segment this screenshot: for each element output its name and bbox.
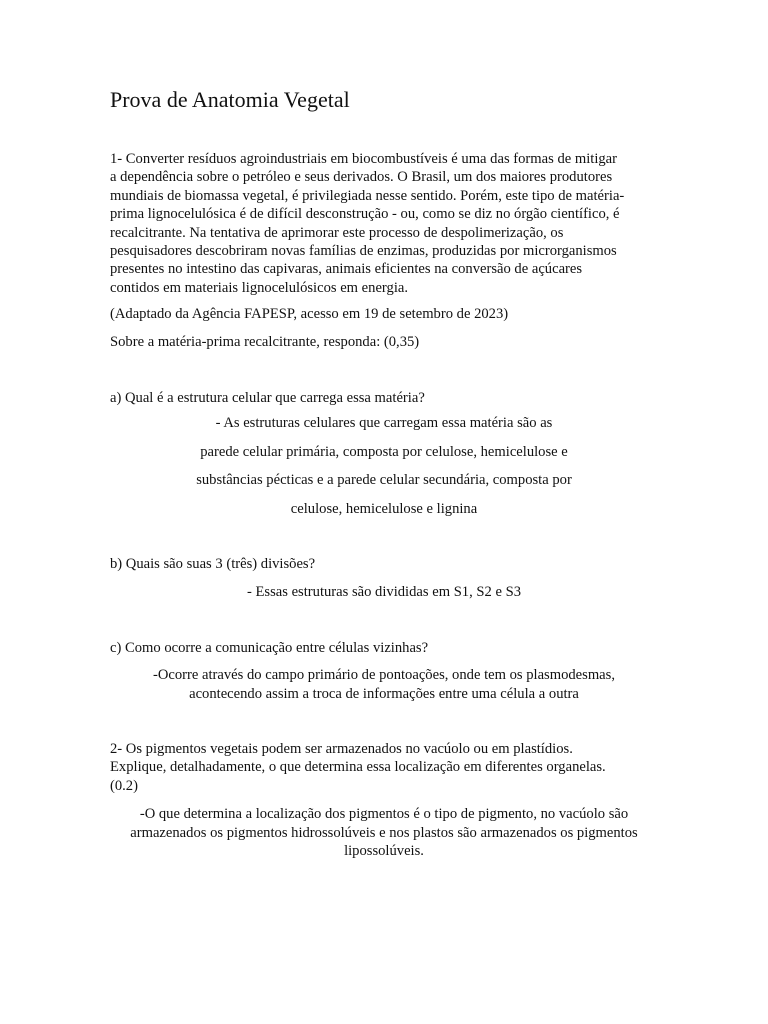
item-c-answer-line: -Ocorre através do campo primário de pontoações, onde tem os plasmodesmas, bbox=[153, 667, 615, 683]
item-c-question-text: c) Como ocorre a comunicação entre células vizinhas? bbox=[110, 640, 429, 656]
question-2-answer-line: armazenados os pigmentos hidrossolúveis e nos plastos são armazenados os pigmentos bbox=[130, 824, 638, 841]
item-a-question bbox=[110, 389, 658, 407]
question-1-prompt bbox=[110, 333, 658, 351]
item-a-answer-line: celulose, hemicelulose e lignina bbox=[290, 500, 478, 517]
item-b-answer bbox=[110, 583, 658, 601]
question-1-text bbox=[110, 150, 658, 297]
item-c-question bbox=[110, 639, 658, 657]
prompt-text: Sobre a matéria-prima recalcitrante, responda: (0,35) bbox=[110, 334, 420, 350]
item-a-question-text: a) Qual é a estrutura celular que carrega essa matéria? bbox=[110, 390, 425, 406]
question-1-line: recalcitrante. Na tentativa de aprimorar este processo de despolimerização, os bbox=[110, 224, 564, 241]
source-citation: (Adaptado da Agência FAPESP, acesso em 19 de setembro de 2023) bbox=[110, 306, 509, 322]
item-b-question-text: b) Quais são suas 3 (três) divisões? bbox=[110, 556, 316, 572]
document-title: Prova de Anatomia Vegetal bbox=[110, 87, 350, 112]
question-1-line: contidos em materiais lignocelulósicos em energia. bbox=[110, 279, 409, 296]
item-b-answer-text: - Essas estruturas são divididas em S1, S2 e S3 bbox=[246, 584, 522, 600]
item-a-answer-line: substâncias pécticas e a parede celular secundária, composta por bbox=[196, 472, 572, 489]
question-2-answer-line: lipossolúveis. bbox=[344, 843, 424, 860]
question-2-answer bbox=[110, 805, 658, 861]
question-1-line: prima lignocelulósica é de difícil desconstrução - ou, como se diz no órgão científico, é bbox=[110, 206, 620, 223]
question-1-line: 1- Converter resíduos agroindustriais em biocombustíveis é uma das formas de mitigar bbox=[110, 151, 618, 167]
question-1-line: pesquisadores descobriram novas famílias de enzimas, produzidas por microrganismos bbox=[110, 243, 617, 260]
question-2-line: Explique, detalhadamente, o que determina essa localização em diferentes organelas. bbox=[110, 759, 606, 776]
question-2-line: 2- Os pigmentos vegetais podem ser armazenados no vacúolo ou em plastídios. bbox=[110, 741, 573, 757]
item-a-answer-line: parede celular primária, composta por celulose, hemicelulose e bbox=[200, 443, 568, 460]
question-2-text bbox=[110, 740, 658, 795]
question-2-answer-line: -O que determina a localização dos pigmentos é o tipo de pigmento, no vacúolo são bbox=[139, 806, 629, 822]
question-1-line: presentes no intestino das capivaras, animais eficientes na conversão de açúcares bbox=[110, 261, 583, 278]
item-a-answer bbox=[110, 409, 658, 523]
question-2-line: (0.2) bbox=[110, 777, 138, 794]
question-1-source bbox=[110, 305, 658, 323]
question-1-line: a dependência sobre o petróleo e seus derivados. O Brasil, um dos maiores produtores bbox=[110, 169, 613, 186]
item-b-question bbox=[110, 555, 658, 573]
item-c-answer-line: acontecendo assim a troca de informações entre uma célula a outra bbox=[189, 685, 579, 702]
item-a-answer-line: - As estruturas celulares que carregam essa matéria são as bbox=[215, 415, 553, 431]
item-c-answer bbox=[110, 666, 658, 703]
question-1-line: mundiais de biomassa vegetal, é privilegiada nesse sentido. Porém, este tipo de matéria- bbox=[110, 187, 625, 204]
